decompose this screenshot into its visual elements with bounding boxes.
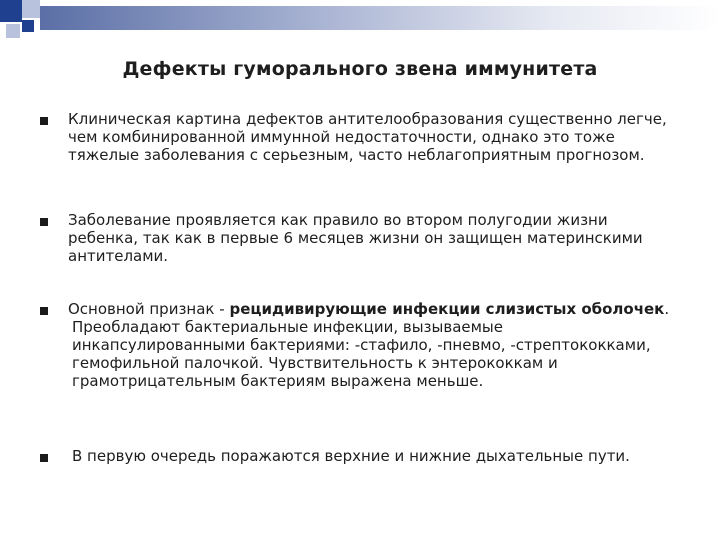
bullet-continuation: Преобладают бактериальные инфекции, вызываемые инкапсулированными бактериями: -стафило, -пневмо, -стрептококками, гемофильной палочкой. Чувствительность к энтерококкам и грамотрицательным бактериям выражена меньше. (72, 318, 651, 390)
bullet-text: В первую очередь поражаются верхние и нижние дыхательные пути. (72, 447, 630, 465)
bullet-marker-icon (40, 117, 48, 125)
bullet-item-1 (68, 110, 680, 164)
slide-title: Дефекты гуморального звена иммунитета (122, 58, 598, 80)
bullet-marker-icon (40, 307, 48, 315)
bullet-marker-icon (40, 454, 48, 462)
bullet-lead: Основной признак - (68, 300, 230, 318)
bullet-text: Клиническая картина дефектов антителообразования существенно легче, чем комбинированной иммунной недостаточности, однако это тоже тяжелые заболевания с серьезным, часто неблагоприятным прогнозом. (68, 110, 667, 164)
bullet-marker-icon (40, 218, 48, 226)
bullet-item-2 (68, 211, 680, 265)
bullet-item-3 (68, 300, 680, 390)
bullet-item-4 (68, 447, 680, 465)
bullet-emphasis: рецидивирующие инфекции слизистых оболочек (229, 300, 665, 318)
bullet-text: Заболевание проявляется как правило во втором полугодии жизни ребенка, так как в первые 6 месяцев жизни он защищен материнскими антителами. (68, 211, 643, 265)
bullet-after: . (664, 300, 670, 318)
bullet-text (68, 300, 680, 318)
